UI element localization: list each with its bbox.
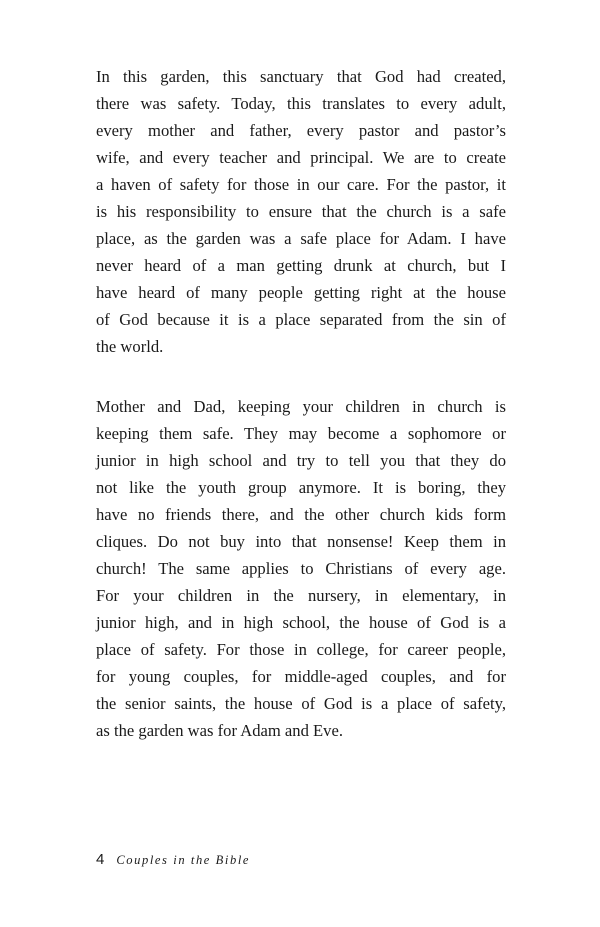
- text-line: a haven of safety for those in our care. For the pastor, it: [96, 175, 506, 194]
- text-line: is his responsibility to ensure that the church is a safe: [96, 202, 506, 221]
- text-line: every mother and father, every pastor and pastor’s: [96, 121, 506, 140]
- page-number: 4: [96, 851, 105, 868]
- text-line: the senior saints, the house of God is a place of safety,: [96, 694, 506, 713]
- text-line: place of safety. For those in college, for career people,: [96, 640, 506, 659]
- text-line: junior high, and in high school, the house of God is a: [96, 613, 506, 632]
- page-footer: [96, 851, 250, 873]
- paragraph-2: [96, 393, 506, 744]
- text-line: church! The same applies to Christians of every age.: [96, 559, 506, 578]
- text-line: wife, and every teacher and principal. We are to create: [96, 148, 506, 167]
- text-line: the world.: [96, 337, 164, 356]
- text-line: as the garden was for Adam and Eve.: [96, 721, 343, 740]
- text-line: In this garden, this sanctuary that God had created,: [96, 67, 506, 86]
- text-line: have no friends there, and the other church kids form: [96, 505, 506, 524]
- text-line: have heard of many people getting right at the house: [96, 283, 506, 302]
- text-line: place, as the garden was a safe place for Adam. I have: [96, 229, 506, 248]
- text-line: junior in high school and try to tell you that they do: [96, 451, 506, 470]
- paragraph-1: [96, 63, 506, 360]
- text-line: Mother and Dad, keeping your children in church is: [96, 397, 506, 416]
- text-line: For your children in the nursery, in elementary, in: [96, 586, 506, 605]
- running-title: Couples in the Bible: [116, 853, 251, 867]
- text-line: of God because it is a place separated from the sin of: [96, 310, 506, 329]
- text-line: never heard of a man getting drunk at church, but I: [96, 256, 506, 275]
- text-line: keeping them safe. They may become a sophomore or: [96, 424, 506, 443]
- text-line: for young couples, for middle-aged couples, and for: [96, 667, 506, 686]
- text-line: not like the youth group anymore. It is boring, they: [96, 478, 506, 497]
- text-line: there was safety. Today, this translates to every adult,: [96, 94, 506, 113]
- text-line: cliques. Do not buy into that nonsense! Keep them in: [96, 532, 506, 551]
